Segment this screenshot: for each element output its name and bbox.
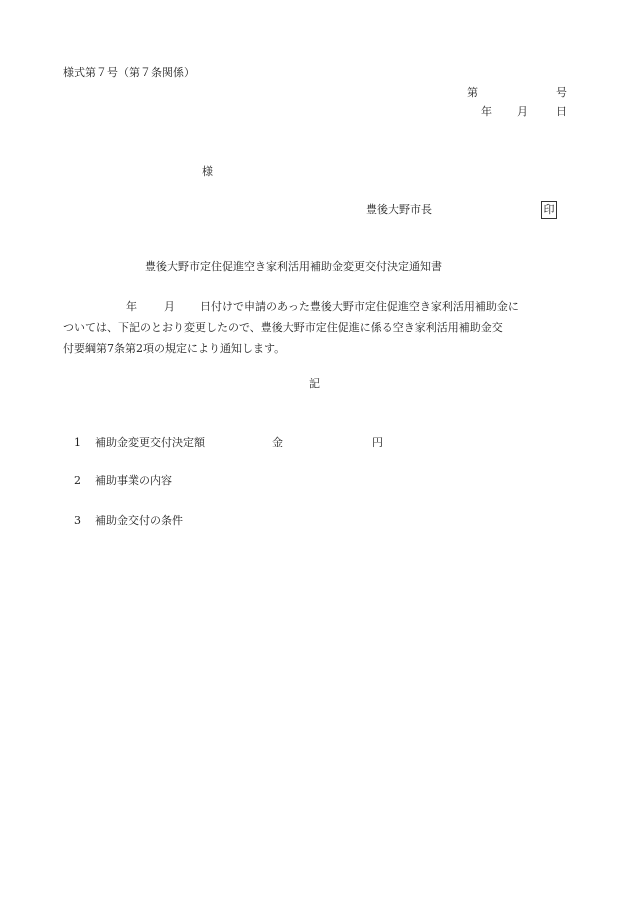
item-1-yen: 円 [372,436,383,449]
document-title: 豊後大野市定住促進空き家利活用補助金変更交付決定通知書 [145,260,442,273]
form-number: 様式第７号（第７条関係） [63,66,195,79]
item-label: 補助金変更交付決定額 [95,436,205,449]
item-number: 3 [74,514,81,527]
item-1-kin: 金 [272,436,283,449]
date-year-label: 年 [481,105,492,118]
body-line1-month: 月 [164,300,175,313]
item-number: 2 [74,474,81,487]
item-3 [74,514,183,528]
body-line2: ついては、下記のとおり変更したので、豊後大野市定住促進に係る空き家利活用補助金交 [63,321,503,334]
date-day-label: 日 [556,105,567,118]
item-2 [74,474,172,488]
body-line1-year: 年 [126,300,137,313]
body-line1-rest: 日付けで申請のあった豊後大野市定住促進空き家利活用補助金に [200,300,519,313]
issuer-name: 豊後大野市長 [366,203,432,216]
date-month-label: 月 [517,105,528,118]
addressee-suffix: 様 [202,165,213,178]
item-1 [74,436,205,450]
item-label: 補助事業の内容 [95,474,172,487]
body-line3: 付要綱第7条第2項の規定により通知します。 [63,342,286,355]
item-label: 補助金交付の条件 [95,514,183,527]
doc-number-prefix: 第 [467,86,478,99]
seal-mark: 印 [541,201,557,219]
item-number: 1 [74,436,81,449]
doc-number-suffix: 号 [556,86,567,99]
ki-heading: 記 [309,377,320,390]
